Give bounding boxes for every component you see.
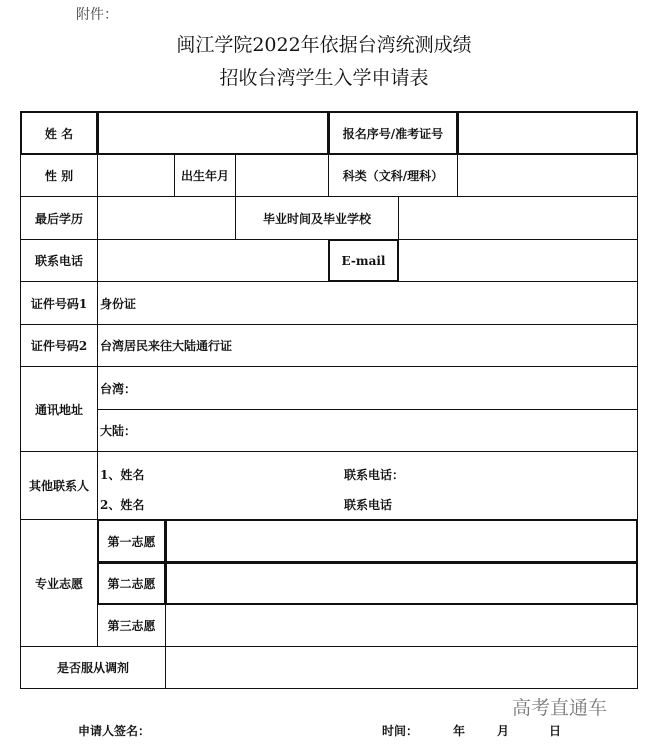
- subject-field[interactable]: [457, 154, 638, 197]
- reg-no-field[interactable]: [457, 111, 638, 155]
- id1-label: 证件号码1: [20, 281, 98, 325]
- contact1-phone: 联系电话：: [344, 468, 405, 482]
- title-line-1: 闽江学院2022年依据台湾统测成绩: [176, 34, 472, 56]
- email-field[interactable]: [398, 239, 638, 282]
- grad-field[interactable]: [398, 196, 638, 240]
- address-taiwan-field[interactable]: 台湾：: [97, 366, 638, 410]
- time-label: 时间：: [382, 724, 419, 738]
- reg-no-label: 报名序号/准考证号: [328, 111, 458, 155]
- pref2-label: 第二志愿: [97, 562, 166, 605]
- pref1-field[interactable]: [165, 519, 638, 563]
- phone-field[interactable]: [97, 239, 329, 282]
- pref3-field[interactable]: [165, 604, 638, 647]
- phone-label: 联系电话: [20, 239, 98, 282]
- birth-field[interactable]: [235, 154, 329, 197]
- title-line-2: 招收台湾学生入学申请表: [219, 67, 429, 89]
- attachment-label: 附件：: [76, 7, 118, 23]
- adjust-field[interactable]: [165, 646, 638, 689]
- contact1-name: 1、姓名: [100, 468, 145, 482]
- gender-field[interactable]: [97, 154, 175, 197]
- address-mainland-field[interactable]: 大陆：: [97, 409, 638, 452]
- year-label: 年: [453, 724, 466, 738]
- grad-label: 毕业时间及毕业学校: [235, 196, 399, 240]
- contact2-phone: 联系电话: [344, 498, 393, 512]
- id2-field[interactable]: 台湾居民来往大陆通行证: [97, 324, 638, 367]
- pref3-label: 第三志愿: [97, 604, 166, 647]
- major-pref-label: 专业志愿: [20, 519, 98, 647]
- address-label: 通讯地址: [20, 366, 98, 452]
- education-field[interactable]: [97, 196, 236, 240]
- signature-label: 申请人签名：: [78, 724, 151, 738]
- watermark: 高考直通车: [512, 697, 608, 719]
- subject-label: 科类（文科/理科）: [328, 154, 458, 197]
- day-label: 日: [549, 724, 562, 738]
- id2-label: 证件号码2: [20, 324, 98, 367]
- other-contact-label: 其他联系人: [20, 451, 98, 520]
- contact2-name: 2、姓名: [100, 498, 145, 512]
- adjust-label: 是否服从调剂: [20, 646, 166, 689]
- id1-field[interactable]: 身份证: [97, 281, 638, 325]
- gender-label: 性 别: [20, 154, 98, 197]
- pref1-label: 第一志愿: [97, 519, 166, 563]
- name-label: 姓 名: [20, 111, 98, 155]
- email-label: E-mail: [328, 239, 399, 282]
- month-label: 月: [497, 724, 510, 738]
- name-field[interactable]: [97, 111, 329, 155]
- other-contact-field[interactable]: [97, 451, 638, 520]
- birth-label: 出生年月: [174, 154, 236, 197]
- pref2-field[interactable]: [165, 562, 638, 605]
- education-label: 最后学历: [20, 196, 98, 240]
